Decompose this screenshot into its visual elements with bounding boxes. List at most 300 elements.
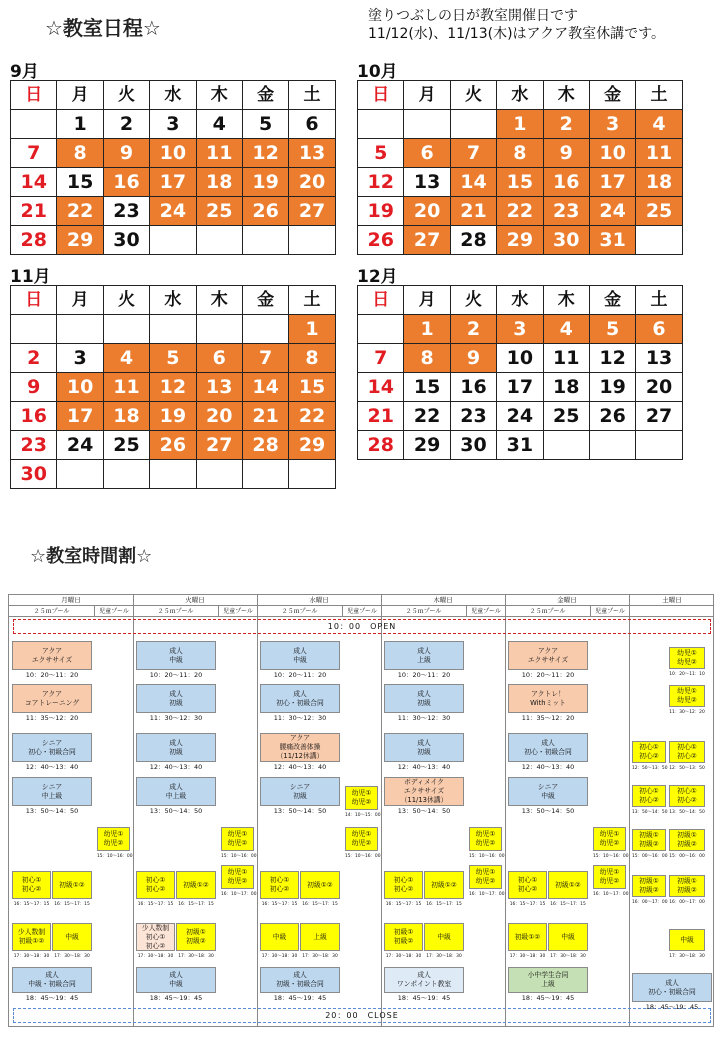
saturday-class-time: 12：50～13：50 — [669, 766, 705, 771]
calendar-day: 12 — [589, 344, 635, 373]
class-block: アクア コアトレーニング — [12, 684, 92, 713]
calendar-day: 12 — [358, 168, 404, 197]
class-time: 11：35～12：20 — [25, 714, 79, 722]
calendar-day: 31 — [497, 431, 543, 460]
calendar-day: 18 — [196, 168, 242, 197]
class-time: 17：30～18：30 — [178, 954, 214, 959]
weekday-header: 日 — [11, 286, 57, 315]
calendar-day: 10 — [589, 139, 635, 168]
weekday-header: 金 — [589, 286, 635, 315]
class-block: 成人 初心・初級合同 — [260, 684, 340, 713]
calendar-day: 9 — [543, 139, 589, 168]
class-block: 初級① 初級② — [176, 923, 216, 951]
weekday-header: 日 — [358, 81, 404, 110]
weekday-header: 木 — [196, 81, 242, 110]
saturday-class-time-left: 15：00～16：00 — [632, 854, 668, 859]
weekday-header: 月 — [57, 286, 103, 315]
class-time: 12：40～13：40 — [273, 763, 327, 771]
class-block: 初級①② — [548, 871, 588, 899]
calendar-empty-cell — [543, 431, 589, 460]
calendar-day: 18 — [103, 402, 149, 431]
calendar-day: 22 — [57, 197, 103, 226]
calendar-day: 13 — [196, 373, 242, 402]
calendar-empty-cell — [358, 315, 404, 344]
calendar-empty-cell — [636, 431, 682, 460]
calendar-day: 14 — [450, 168, 496, 197]
class-time: 11：30～12：30 — [149, 714, 203, 722]
calendar-day: 20 — [404, 197, 450, 226]
class-block: 幼児① 幼児② — [345, 827, 378, 851]
class-time: 13：50～14：50 — [521, 807, 575, 815]
class-time: 18：45～19：45 — [149, 994, 203, 1002]
pool-kids-header: 児童プール — [219, 606, 257, 617]
class-time: 15：10～16：00 — [97, 854, 133, 859]
calendar-day: 4 — [543, 315, 589, 344]
calendar-day: 1 — [497, 110, 543, 139]
class-block: 成人 中級 — [136, 641, 216, 670]
class-block: 成人 上級 — [384, 641, 464, 670]
calendar-day: 14 — [358, 373, 404, 402]
calendar-day: 15 — [497, 168, 543, 197]
calendar-day: 8 — [289, 344, 335, 373]
class-time: 17：30～18：30 — [137, 954, 174, 959]
day-column-separator — [257, 595, 258, 1026]
pool-main-header: ２５ｍプール — [9, 606, 95, 617]
class-block: 初心① 初心② — [508, 871, 547, 899]
class-time: 10：20～11：20 — [397, 671, 451, 679]
calendar-day: 16 — [450, 373, 496, 402]
calendar-day: 21 — [450, 197, 496, 226]
calendar-day: 12 — [150, 373, 196, 402]
class-time: 17：30～18：30 — [426, 954, 462, 959]
class-block: 幼児① 幼児② — [221, 865, 254, 889]
calendar-day: 10 — [497, 344, 543, 373]
weekday-header: 金 — [242, 81, 288, 110]
class-time: 16：15～17：15 — [54, 902, 90, 907]
saturday-class-block-left: 初級① 初級② — [632, 875, 666, 897]
class-block: 幼児① 幼児② — [469, 865, 502, 889]
calendar-day: 3 — [150, 110, 196, 139]
calendar-day: 5 — [242, 110, 288, 139]
calendar-day: 26 — [150, 431, 196, 460]
calendar-day: 31 — [589, 226, 635, 255]
class-time: 16：15～17：15 — [261, 902, 298, 907]
close-banner: 20：00 CLOSE — [13, 1008, 711, 1023]
saturday-class-time-left: 16：00～17：00 — [632, 900, 668, 905]
weekday-header: 火 — [103, 81, 149, 110]
saturday-class-block: 初心① 初心② — [669, 741, 705, 763]
class-block: 幼児① 幼児② — [593, 827, 626, 851]
class-block: 幼児① 幼児② — [221, 827, 254, 851]
class-block: 幼児① 幼児② — [593, 865, 626, 889]
saturday-class-time: 11：30～12：20 — [669, 710, 705, 715]
class-time: 10：20～11：20 — [521, 671, 575, 679]
class-time: 17：30～18：30 — [385, 954, 422, 959]
calendar-day: 3 — [589, 110, 635, 139]
class-block: アクトレ！ Withミット — [508, 684, 588, 713]
calendar-empty-cell — [289, 460, 335, 489]
day-column-separator — [505, 595, 506, 1026]
calendar-empty-cell — [196, 460, 242, 489]
calendar-day: 15 — [289, 373, 335, 402]
weekday-header: 土 — [289, 81, 335, 110]
class-block: 少人数制 初心① 初心② — [136, 923, 175, 951]
class-time: 12：40～13：40 — [149, 763, 203, 771]
class-block: 幼児① 幼児② — [97, 827, 130, 851]
class-block: 初級①② — [300, 871, 340, 899]
day-column-separator — [133, 595, 134, 1026]
class-block: 初級①② — [424, 871, 464, 899]
weekday-header: 火 — [450, 81, 496, 110]
class-block: シニア 初級 — [260, 777, 340, 806]
calendar-empty-cell — [636, 226, 682, 255]
calendar-empty-cell — [57, 315, 103, 344]
calendar-day: 23 — [103, 197, 149, 226]
class-time: 17：30～18：30 — [54, 954, 90, 959]
class-time: 17：30～18：30 — [302, 954, 338, 959]
calendar-day: 28 — [242, 431, 288, 460]
saturday-class-time: 13：50～14：50 — [669, 810, 705, 815]
calendar-day: 25 — [543, 402, 589, 431]
calendar-day: 30 — [103, 226, 149, 255]
calendar-day: 27 — [404, 226, 450, 255]
saturday-class-block: 初心① 初心② — [669, 785, 705, 807]
calendar-empty-cell — [289, 226, 335, 255]
saturday-class-block: 初級① 初級② — [669, 829, 705, 851]
calendar-day: 26 — [242, 197, 288, 226]
calendar-day: 3 — [497, 315, 543, 344]
calendar-day: 20 — [636, 373, 682, 402]
class-time: 11：30～12：30 — [273, 714, 327, 722]
calendar-day: 2 — [450, 315, 496, 344]
calendar-day: 22 — [289, 402, 335, 431]
calendar-empty-cell — [242, 460, 288, 489]
calendar-day: 29 — [497, 226, 543, 255]
calendar-day: 3 — [57, 344, 103, 373]
calendar-empty-cell — [150, 315, 196, 344]
class-block: 成人 ワンポイント教室 — [384, 967, 464, 993]
class-time: 15：10～16：00 — [469, 854, 505, 859]
calendar-day: 13 — [289, 139, 335, 168]
schedule-title: ☆教室日程☆ — [45, 16, 161, 40]
calendar-day: 9 — [450, 344, 496, 373]
class-block: 初級①② — [52, 871, 92, 899]
saturday-class-time: 17：30～18：30 — [669, 954, 705, 959]
schedule-notice-line-1: 塗りつぶしの日が教室開催日です — [368, 8, 578, 24]
calendar-day: 29 — [289, 431, 335, 460]
class-time: 15：10～16：00 — [221, 854, 257, 859]
class-time: 11：35～12：20 — [521, 714, 575, 722]
schedule-notice-line-2: 11/12(水)、11/13(木)はアクア教室休講です。 — [368, 26, 665, 42]
calendar-day: 29 — [57, 226, 103, 255]
pool-kids-header: 児童プール — [343, 606, 381, 617]
calendar-day: 11 — [103, 373, 149, 402]
calendar-day: 1 — [289, 315, 335, 344]
saturday-class-block-left: 初心① 初心② — [632, 741, 666, 763]
day-column-separator — [629, 595, 630, 1026]
weekday-header: 月 — [57, 81, 103, 110]
weekday-header: 土 — [289, 286, 335, 315]
class-time: 12：40～13：40 — [397, 763, 451, 771]
calendar-day: 21 — [11, 197, 57, 226]
day-header: 水曜日 — [257, 595, 381, 606]
calendar-day: 30 — [543, 226, 589, 255]
calendar-day: 15 — [404, 373, 450, 402]
class-block: 初級① 初級② — [384, 923, 423, 951]
saturday-class-block: 成人 初心・初級合同 — [632, 973, 712, 1002]
pool-kids-header: 児童プール — [591, 606, 629, 617]
calendar-day: 20 — [196, 402, 242, 431]
saturday-class-time: 10：20～11：10 — [669, 672, 705, 677]
month-label: 11月 — [10, 267, 51, 287]
class-time: 18：45～19：45 — [397, 994, 451, 1002]
calendar-day: 21 — [242, 402, 288, 431]
class-block: 初心① 初心② — [12, 871, 51, 899]
saturday-class-time-left: 13：50～14：50 — [632, 810, 668, 815]
calendar-day: 2 — [11, 344, 57, 373]
calendar-day: 11 — [543, 344, 589, 373]
calendar-day: 28 — [450, 226, 496, 255]
weekday-header: 月 — [404, 286, 450, 315]
calendar-day: 19 — [589, 373, 635, 402]
open-banner: 10：00 OPEN — [13, 619, 711, 634]
calendar-empty-cell — [103, 460, 149, 489]
class-time: 14：10～15：00 — [345, 813, 381, 818]
class-time: 18：45～19：45 — [273, 994, 327, 1002]
calendar-day: 1 — [57, 110, 103, 139]
calendar-day: 19 — [358, 197, 404, 226]
class-block: 成人 中上級 — [136, 777, 216, 806]
class-time: 12：40～13：40 — [25, 763, 79, 771]
class-block: 初級①② — [176, 871, 216, 899]
calendar-day: 2 — [543, 110, 589, 139]
class-block: 成人 初級 — [136, 684, 216, 713]
timetable-title: ☆教室時間割☆ — [30, 546, 153, 567]
class-time: 16：10～17：00 — [593, 892, 629, 897]
calendar-day: 23 — [11, 431, 57, 460]
class-block: 中級 — [424, 923, 464, 951]
class-time: 16：15～17：15 — [509, 902, 546, 907]
weekday-header: 金 — [589, 81, 635, 110]
calendar-day: 25 — [103, 431, 149, 460]
class-time: 16：15～17：15 — [426, 902, 462, 907]
calendar-day: 6 — [404, 139, 450, 168]
class-time: 17：30～18：30 — [509, 954, 546, 959]
saturday-class-block-left: 初心① 初心② — [632, 785, 666, 807]
calendar-3 — [10, 285, 336, 489]
class-time: 12：40～13：40 — [521, 763, 575, 771]
pool-kids-header: 児童プール — [467, 606, 505, 617]
day-column-separator — [381, 595, 382, 1026]
saturday-class-time: 16：00～17：00 — [669, 900, 705, 905]
calendar-day: 7 — [242, 344, 288, 373]
class-block: 成人 中級 — [136, 967, 216, 993]
calendar-4 — [357, 285, 683, 460]
class-time: 18：45～19：45 — [25, 994, 79, 1002]
class-time: 16：10～17：00 — [469, 892, 505, 897]
calendar-day: 16 — [11, 402, 57, 431]
class-block: 中級 — [548, 923, 588, 951]
weekday-header: 日 — [358, 286, 404, 315]
calendar-day: 13 — [404, 168, 450, 197]
calendar-day: 12 — [242, 139, 288, 168]
calendar-day: 22 — [497, 197, 543, 226]
class-block: シニア 中級 — [508, 777, 588, 806]
calendar-day: 27 — [289, 197, 335, 226]
calendar-day: 15 — [57, 168, 103, 197]
weekday-header: 火 — [450, 286, 496, 315]
calendar-day: 7 — [358, 344, 404, 373]
class-block: シニア 中上級 — [12, 777, 92, 806]
calendar-day: 30 — [11, 460, 57, 489]
class-block: 少人数制 初級①② — [12, 923, 51, 951]
weekday-header: 火 — [103, 286, 149, 315]
calendar-empty-cell — [196, 226, 242, 255]
calendar-day: 5 — [589, 315, 635, 344]
pool-main-header: ２５ｍプール — [505, 606, 591, 617]
day-header: 土曜日 — [629, 595, 714, 606]
calendar-day: 26 — [358, 226, 404, 255]
class-block: 初級①② — [508, 923, 547, 951]
calendar-day: 27 — [636, 402, 682, 431]
calendar-day: 25 — [196, 197, 242, 226]
calendar-day: 13 — [636, 344, 682, 373]
calendar-day: 4 — [103, 344, 149, 373]
class-block: アクア 腰痛改善体操 （11/12休講） — [260, 733, 340, 762]
calendar-day: 26 — [589, 402, 635, 431]
month-label: 9月 — [10, 62, 39, 82]
calendar-empty-cell — [103, 315, 149, 344]
calendar-empty-cell — [11, 110, 57, 139]
class-block: 成人 中級 — [260, 641, 340, 670]
calendar-day: 25 — [636, 197, 682, 226]
month-label: 12月 — [357, 267, 398, 287]
month-label: 10月 — [357, 62, 398, 82]
calendar-day: 21 — [358, 402, 404, 431]
calendar-day: 9 — [11, 373, 57, 402]
calendar-empty-cell — [358, 110, 404, 139]
calendar-empty-cell — [242, 315, 288, 344]
day-header: 火曜日 — [133, 595, 257, 606]
calendar-empty-cell — [404, 110, 450, 139]
calendar-empty-cell — [242, 226, 288, 255]
calendar-day: 6 — [289, 110, 335, 139]
weekday-header: 木 — [196, 286, 242, 315]
class-block: 幼児① 幼児② — [345, 786, 378, 810]
class-time: 16：15～17：15 — [178, 902, 214, 907]
calendar-day: 23 — [450, 402, 496, 431]
class-block: 成人 初級 — [384, 733, 464, 762]
calendar-day: 11 — [636, 139, 682, 168]
calendar-day: 8 — [57, 139, 103, 168]
class-block: アクア エクササイズ — [12, 641, 92, 670]
weekday-header: 土 — [636, 286, 682, 315]
calendar-2 — [357, 80, 683, 255]
day-header: 金曜日 — [505, 595, 629, 606]
calendar-day: 18 — [543, 373, 589, 402]
calendar-day: 19 — [150, 402, 196, 431]
calendar-day: 6 — [196, 344, 242, 373]
class-time: 17：30～18：30 — [261, 954, 298, 959]
class-time: 16：10～17：00 — [221, 892, 257, 897]
class-block: 中級 — [260, 923, 299, 951]
class-block: 成人 中級・初級合同 — [12, 967, 92, 993]
weekday-header: 金 — [242, 286, 288, 315]
calendar-day: 28 — [11, 226, 57, 255]
class-time: 10：20～11：20 — [25, 671, 79, 679]
class-time: 13：50～14：50 — [273, 807, 327, 815]
calendar-day: 5 — [150, 344, 196, 373]
saturday-class-time: 18：45～19：45 — [645, 1003, 699, 1011]
calendar-day: 2 — [103, 110, 149, 139]
timetable — [8, 594, 714, 1027]
weekday-header: 土 — [636, 81, 682, 110]
calendar-day: 14 — [242, 373, 288, 402]
calendar-empty-cell — [11, 315, 57, 344]
class-block: 成人 初級 — [384, 684, 464, 713]
class-block: 中級 — [52, 923, 92, 951]
calendar-day: 24 — [589, 197, 635, 226]
class-time: 13：50～14：50 — [397, 807, 451, 815]
calendar-day: 24 — [497, 402, 543, 431]
calendar-day: 18 — [636, 168, 682, 197]
calendar-day: 4 — [196, 110, 242, 139]
calendar-empty-cell — [589, 431, 635, 460]
calendar-day: 17 — [589, 168, 635, 197]
calendar-empty-cell — [57, 460, 103, 489]
day-header: 木曜日 — [381, 595, 505, 606]
calendar-day: 1 — [404, 315, 450, 344]
calendar-day: 17 — [150, 168, 196, 197]
pool-blank-header — [629, 606, 714, 617]
weekday-header: 月 — [404, 81, 450, 110]
calendar-day: 23 — [543, 197, 589, 226]
class-time: 13：50～14：50 — [25, 807, 79, 815]
calendar-day: 8 — [404, 344, 450, 373]
calendar-day: 27 — [196, 431, 242, 460]
class-time: 16：15～17：15 — [137, 902, 174, 907]
calendar-day: 16 — [543, 168, 589, 197]
saturday-class-block: 中級 — [669, 929, 705, 951]
weekday-header: 水 — [150, 286, 196, 315]
calendar-day: 24 — [57, 431, 103, 460]
calendar-day: 11 — [196, 139, 242, 168]
calendar-day: 7 — [450, 139, 496, 168]
calendar-day: 29 — [404, 431, 450, 460]
weekday-header: 木 — [543, 286, 589, 315]
saturday-class-block: 幼児① 幼児② — [669, 647, 705, 669]
day-header: 月曜日 — [9, 595, 133, 606]
weekday-header: 日 — [11, 81, 57, 110]
class-time: 15：10～16：00 — [345, 854, 381, 859]
class-block: シニア 初心・初級合同 — [12, 733, 92, 762]
calendar-day: 22 — [404, 402, 450, 431]
class-time: 11：30～12：30 — [397, 714, 451, 722]
pool-main-header: ２５ｍプール — [381, 606, 467, 617]
calendar-day: 5 — [358, 139, 404, 168]
class-block: 成人 初心・初級合同 — [508, 733, 588, 762]
calendar-day: 24 — [150, 197, 196, 226]
calendar-day: 16 — [103, 168, 149, 197]
weekday-header: 水 — [497, 81, 543, 110]
calendar-empty-cell — [150, 226, 196, 255]
class-block: アクア エクササイズ — [508, 641, 588, 670]
pool-main-header: ２５ｍプール — [133, 606, 219, 617]
weekday-header: 木 — [543, 81, 589, 110]
saturday-class-time-left: 12：50～13：50 — [632, 766, 668, 771]
class-time: 10：20～11：20 — [273, 671, 327, 679]
saturday-class-block-left: 初級① 初級② — [632, 829, 666, 851]
